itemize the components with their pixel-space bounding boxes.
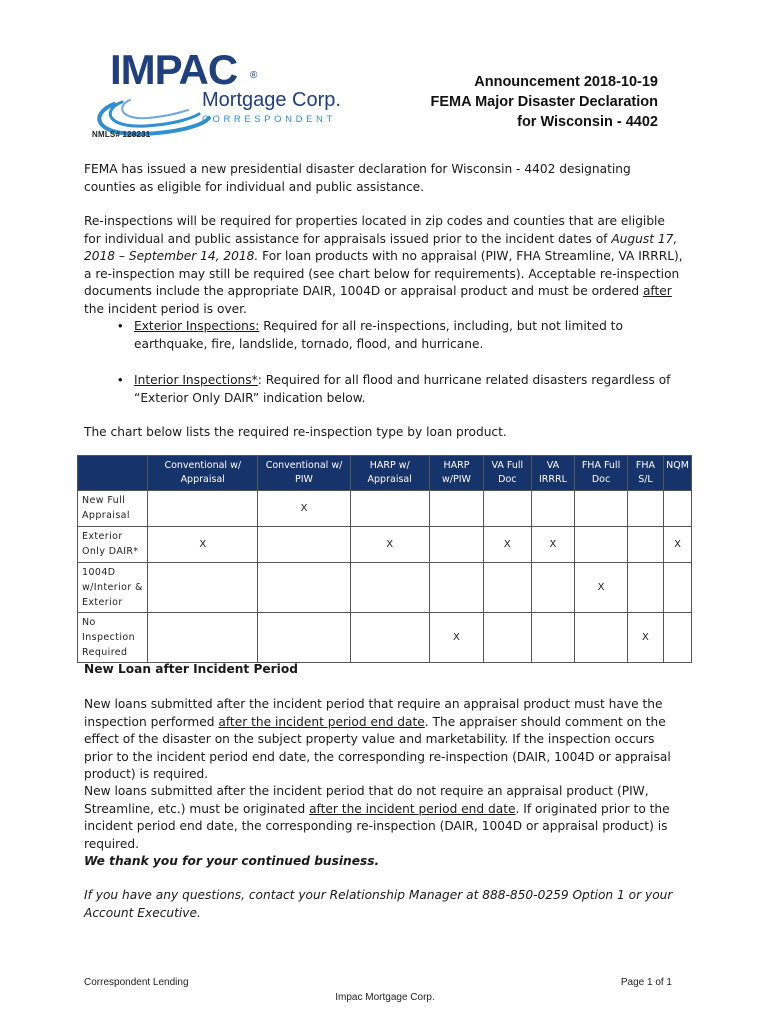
- table-header-cell: VA IRRRL: [531, 456, 575, 491]
- table-cell: [350, 491, 429, 527]
- new-loans-underline-a: after the incident period end date: [218, 714, 425, 729]
- table-cell: X: [350, 527, 429, 563]
- section-heading: New Loan after Incident Period: [84, 662, 298, 676]
- table-header-cell: HARP w/ Appraisal: [350, 456, 429, 491]
- table-header-row: [78, 456, 692, 491]
- thanks-paragraph: We thank you for your continued business.: [84, 854, 380, 868]
- table-cell: [258, 527, 350, 563]
- table-cell: [429, 491, 483, 527]
- new-loans-text-b-rest: . If originated prior to the incident period end date, the corresponding re-inspection (DAIR, 1004D or appraisal product) is required.: [84, 801, 670, 851]
- table-cell: [484, 491, 532, 527]
- reinspection-paragraph: [84, 213, 684, 318]
- new-loans-appraisal-paragraph: [84, 696, 684, 784]
- nmls-number: NMLS# 128231: [92, 130, 151, 139]
- table-cell: [575, 527, 628, 563]
- bullet-interior-text: : Required for all flood and hurricane related disasters regardless of “Exterior Only DAIR” indication below.: [134, 373, 671, 405]
- reinspection-text-c: the incident period is over.: [84, 301, 247, 316]
- table-cell: [350, 613, 429, 663]
- bullet-exterior-inspections: [134, 318, 674, 353]
- footer-page-number: Page 1 of 1: [620, 977, 672, 988]
- table-cell: [148, 563, 258, 613]
- table-cell: [627, 491, 663, 527]
- row-label: Exterior Only DAIR*: [78, 527, 148, 563]
- table-cell: X: [575, 563, 628, 613]
- new-loans-text-a-rest: . The appraiser should comment on the effect of the disaster on the subject property value and marketability. If the inspection occurs prior to the incident period end date, the corresponding re-inspection (DAIR, 1004D or appraisal product) is required.: [84, 714, 671, 781]
- bullet-exterior-title: Exterior Inspections:: [134, 319, 260, 333]
- table-cell: [627, 527, 663, 563]
- table-cell: [664, 491, 692, 527]
- table-cell: [148, 491, 258, 527]
- table-header-cell: FHA Full Doc: [575, 456, 628, 491]
- table-cell: [627, 563, 663, 613]
- row-label: No Inspection Required: [78, 613, 148, 663]
- table-header-cell: NQM: [664, 456, 692, 491]
- table-cell: [484, 613, 532, 663]
- table-cell: [258, 613, 350, 663]
- footer-company: Impac Mortgage Corp.: [335, 992, 435, 1003]
- table-header-cell: FHA S/L: [627, 456, 663, 491]
- new-loans-text-b: New loans submitted after the incident period that do not require an appraisal product (PIW, Streamline, etc.) must be originated: [84, 784, 649, 816]
- logo-registered-mark: ®: [250, 70, 258, 81]
- table-cell: [350, 563, 429, 613]
- reinspection-text-b: For loan products with no appraisal (PIW, FHA Streamline, VA IRRRL), a re-inspection may still be required (see chart below for requirements). Acceptable re-inspection documents include the appropriate DAIR, 1004D or appraisal product and must be ordered: [84, 249, 683, 298]
- impac-logo: [84, 44, 354, 144]
- bullet-interior-title: Interior Inspections*: [134, 373, 258, 387]
- announcement-line-3: for Wisconsin - 4402: [517, 114, 658, 130]
- reinspection-table: [77, 455, 692, 663]
- table-cell: [531, 491, 575, 527]
- table-cell: X: [429, 613, 483, 663]
- table-row: [78, 563, 692, 613]
- table-cell: [429, 563, 483, 613]
- bullet-dot-icon: •: [118, 372, 123, 387]
- table-cell: [531, 563, 575, 613]
- table-cell: [575, 491, 628, 527]
- new-loans-text-a: New loans submitted after the incident period that require an appraisal product must have the inspection performed: [84, 697, 663, 729]
- incident-dates: August 17, 2018 – September 14, 2018.: [84, 231, 678, 263]
- footer-left: Correspondent Lending: [84, 977, 189, 988]
- announcement-line-2: FEMA Major Disaster Declaration: [430, 94, 658, 110]
- table-header-cell: [78, 456, 148, 491]
- table-cell: [664, 563, 692, 613]
- logo-brand-text: IMPAC: [110, 46, 238, 93]
- table-row: [78, 527, 692, 563]
- table-cell: [429, 527, 483, 563]
- bullet-dot-icon: •: [118, 318, 123, 333]
- new-loans-underline-b: after the incident period end date: [309, 801, 516, 816]
- impac-logo-graphic: [84, 44, 354, 144]
- table-header-cell: Conventional w/ PIW: [258, 456, 350, 491]
- table-cell: X: [664, 527, 692, 563]
- logo-swirl-inner: [122, 100, 188, 118]
- row-label: 1004D w/Interior & Exterior: [78, 563, 148, 613]
- table-cell: [664, 613, 692, 663]
- table-row: [78, 613, 692, 663]
- contact-paragraph: If you have any questions, contact your Relationship Manager at 888-850-0259 Option 1 or your Account Executive.: [84, 888, 673, 920]
- table-cell: X: [531, 527, 575, 563]
- new-loans-no-appraisal-paragraph: [84, 783, 684, 853]
- table-cell: [575, 613, 628, 663]
- table-cell: [531, 613, 575, 663]
- announcement-title: [431, 72, 659, 132]
- table-row: [78, 491, 692, 527]
- announcement-line-1: Announcement 2018-10-19: [474, 74, 658, 90]
- table-cell: X: [258, 491, 350, 527]
- table-cell: [148, 613, 258, 663]
- table-header-cell: Conventional w/ Appraisal: [148, 456, 258, 491]
- row-label: New Full Appraisal: [78, 491, 148, 527]
- intro-paragraph: FEMA has issued a new presidential disaster declaration for Wisconsin - 4402 designating counties as eligible for individual and public assistance.: [84, 162, 631, 194]
- logo-subtitle-text: Mortgage Corp.: [202, 89, 341, 111]
- chart-intro-paragraph: The chart below lists the required re-inspection type by loan product.: [84, 425, 507, 439]
- table-header-cell: HARP w/PIW: [429, 456, 483, 491]
- table-cell: X: [627, 613, 663, 663]
- table-cell: [258, 563, 350, 613]
- table-cell: X: [484, 527, 532, 563]
- reinspection-after-word: after: [642, 284, 672, 298]
- logo-tagline-text: CORRESPONDENT: [202, 114, 336, 125]
- table-header-cell: VA Full Doc: [484, 456, 532, 491]
- bullet-interior-inspections: [134, 372, 674, 407]
- bullet-exterior-text: Required for all re-inspections, including, but not limited to earthquake, fire, landslide, tornado, flood, and hurricane.: [134, 319, 623, 351]
- reinspection-text-a: Re-inspections will be required for properties located in zip codes and counties that are eligible for individual and public assistance for appraisals issued prior to the incident dates of: [84, 214, 665, 246]
- table-cell: [484, 563, 532, 613]
- table-cell: X: [148, 527, 258, 563]
